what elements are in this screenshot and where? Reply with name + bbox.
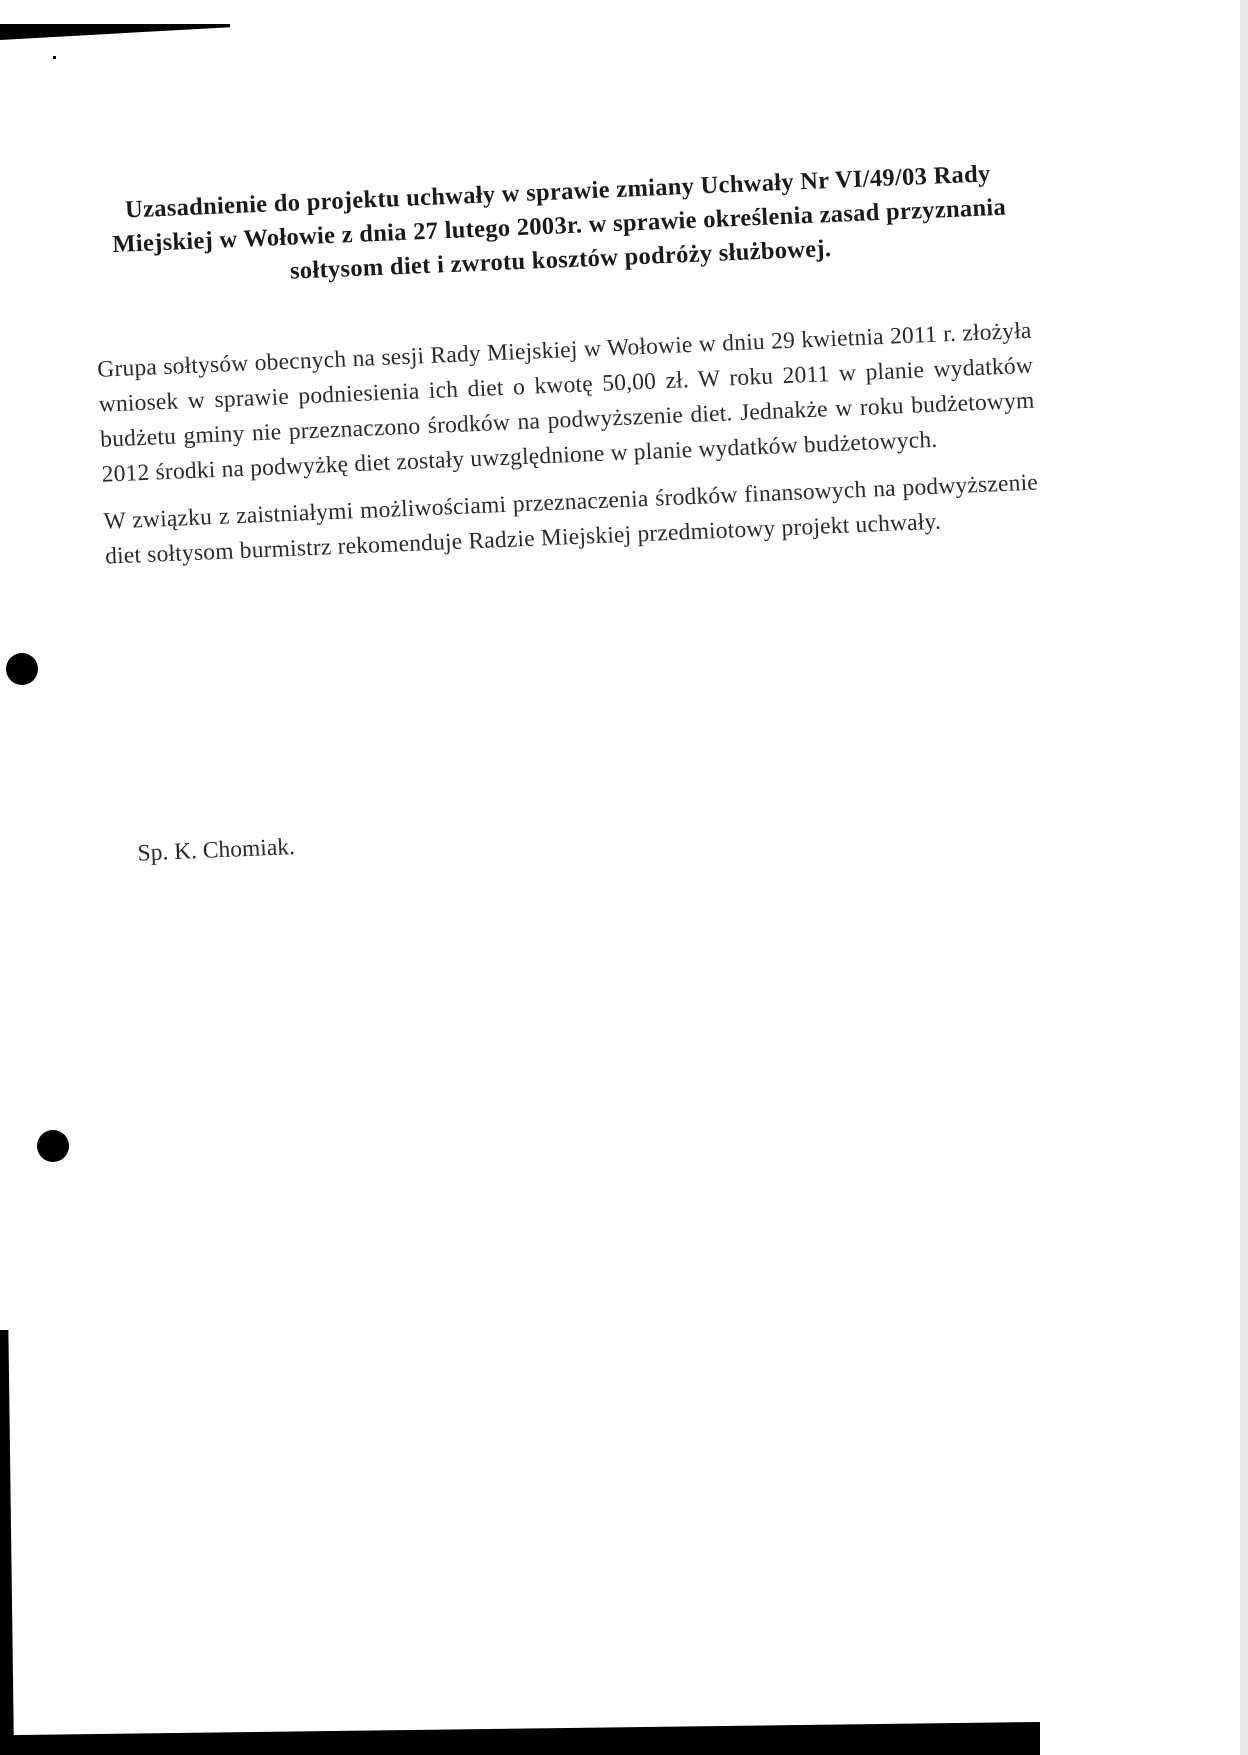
scan-edge-top (0, 24, 230, 40)
paragraph-1: Grupa sołtysów obecnych na sesji Rady Miejskiej w Wołowie w dniu 29 kwietnia 2011 r. złożyła wniosek w sprawie podniesienia ich diet o kwotę 50,00 zł. W roku 2011 w planie wydatków budżetu gminy nie przeznaczono środków na podwyższenie diet. Jednakże w roku budżetowym 2012 środki na podwyżkę diet zostały uwzględnione w planie wydatków budżetowych. (96, 317, 1035, 488)
document-body (90, 156, 1052, 869)
scan-edge-left (0, 1330, 14, 1755)
scan-speck (53, 56, 56, 59)
scan-edge-right (1240, 0, 1248, 1755)
signature: Sp. K. Chomiak. (137, 834, 296, 867)
punch-hole-bottom (37, 1130, 69, 1162)
punch-hole-top (6, 653, 38, 685)
document-title: Uzasadnienie do projektu uchwały w sprawie zmiany Uchwały Nr VI/49/03 Rady Miejskiej w Wołowie z dnia 27 lutego 2003r. w sprawie określenia zasad przyznania sołtysom diet i zwrotu kosztów podróży służbowej. (111, 160, 1007, 285)
scan-edge-bottom (0, 1722, 1040, 1755)
paragraph-2: W związku z zaistniałymi możliwościami przeznaczenia środków finansowych na podwyższenie diet sołtysom burmistrz rekomenduje Radzie Miejskiej przedmiotowy projekt uchwały. (103, 469, 1039, 570)
